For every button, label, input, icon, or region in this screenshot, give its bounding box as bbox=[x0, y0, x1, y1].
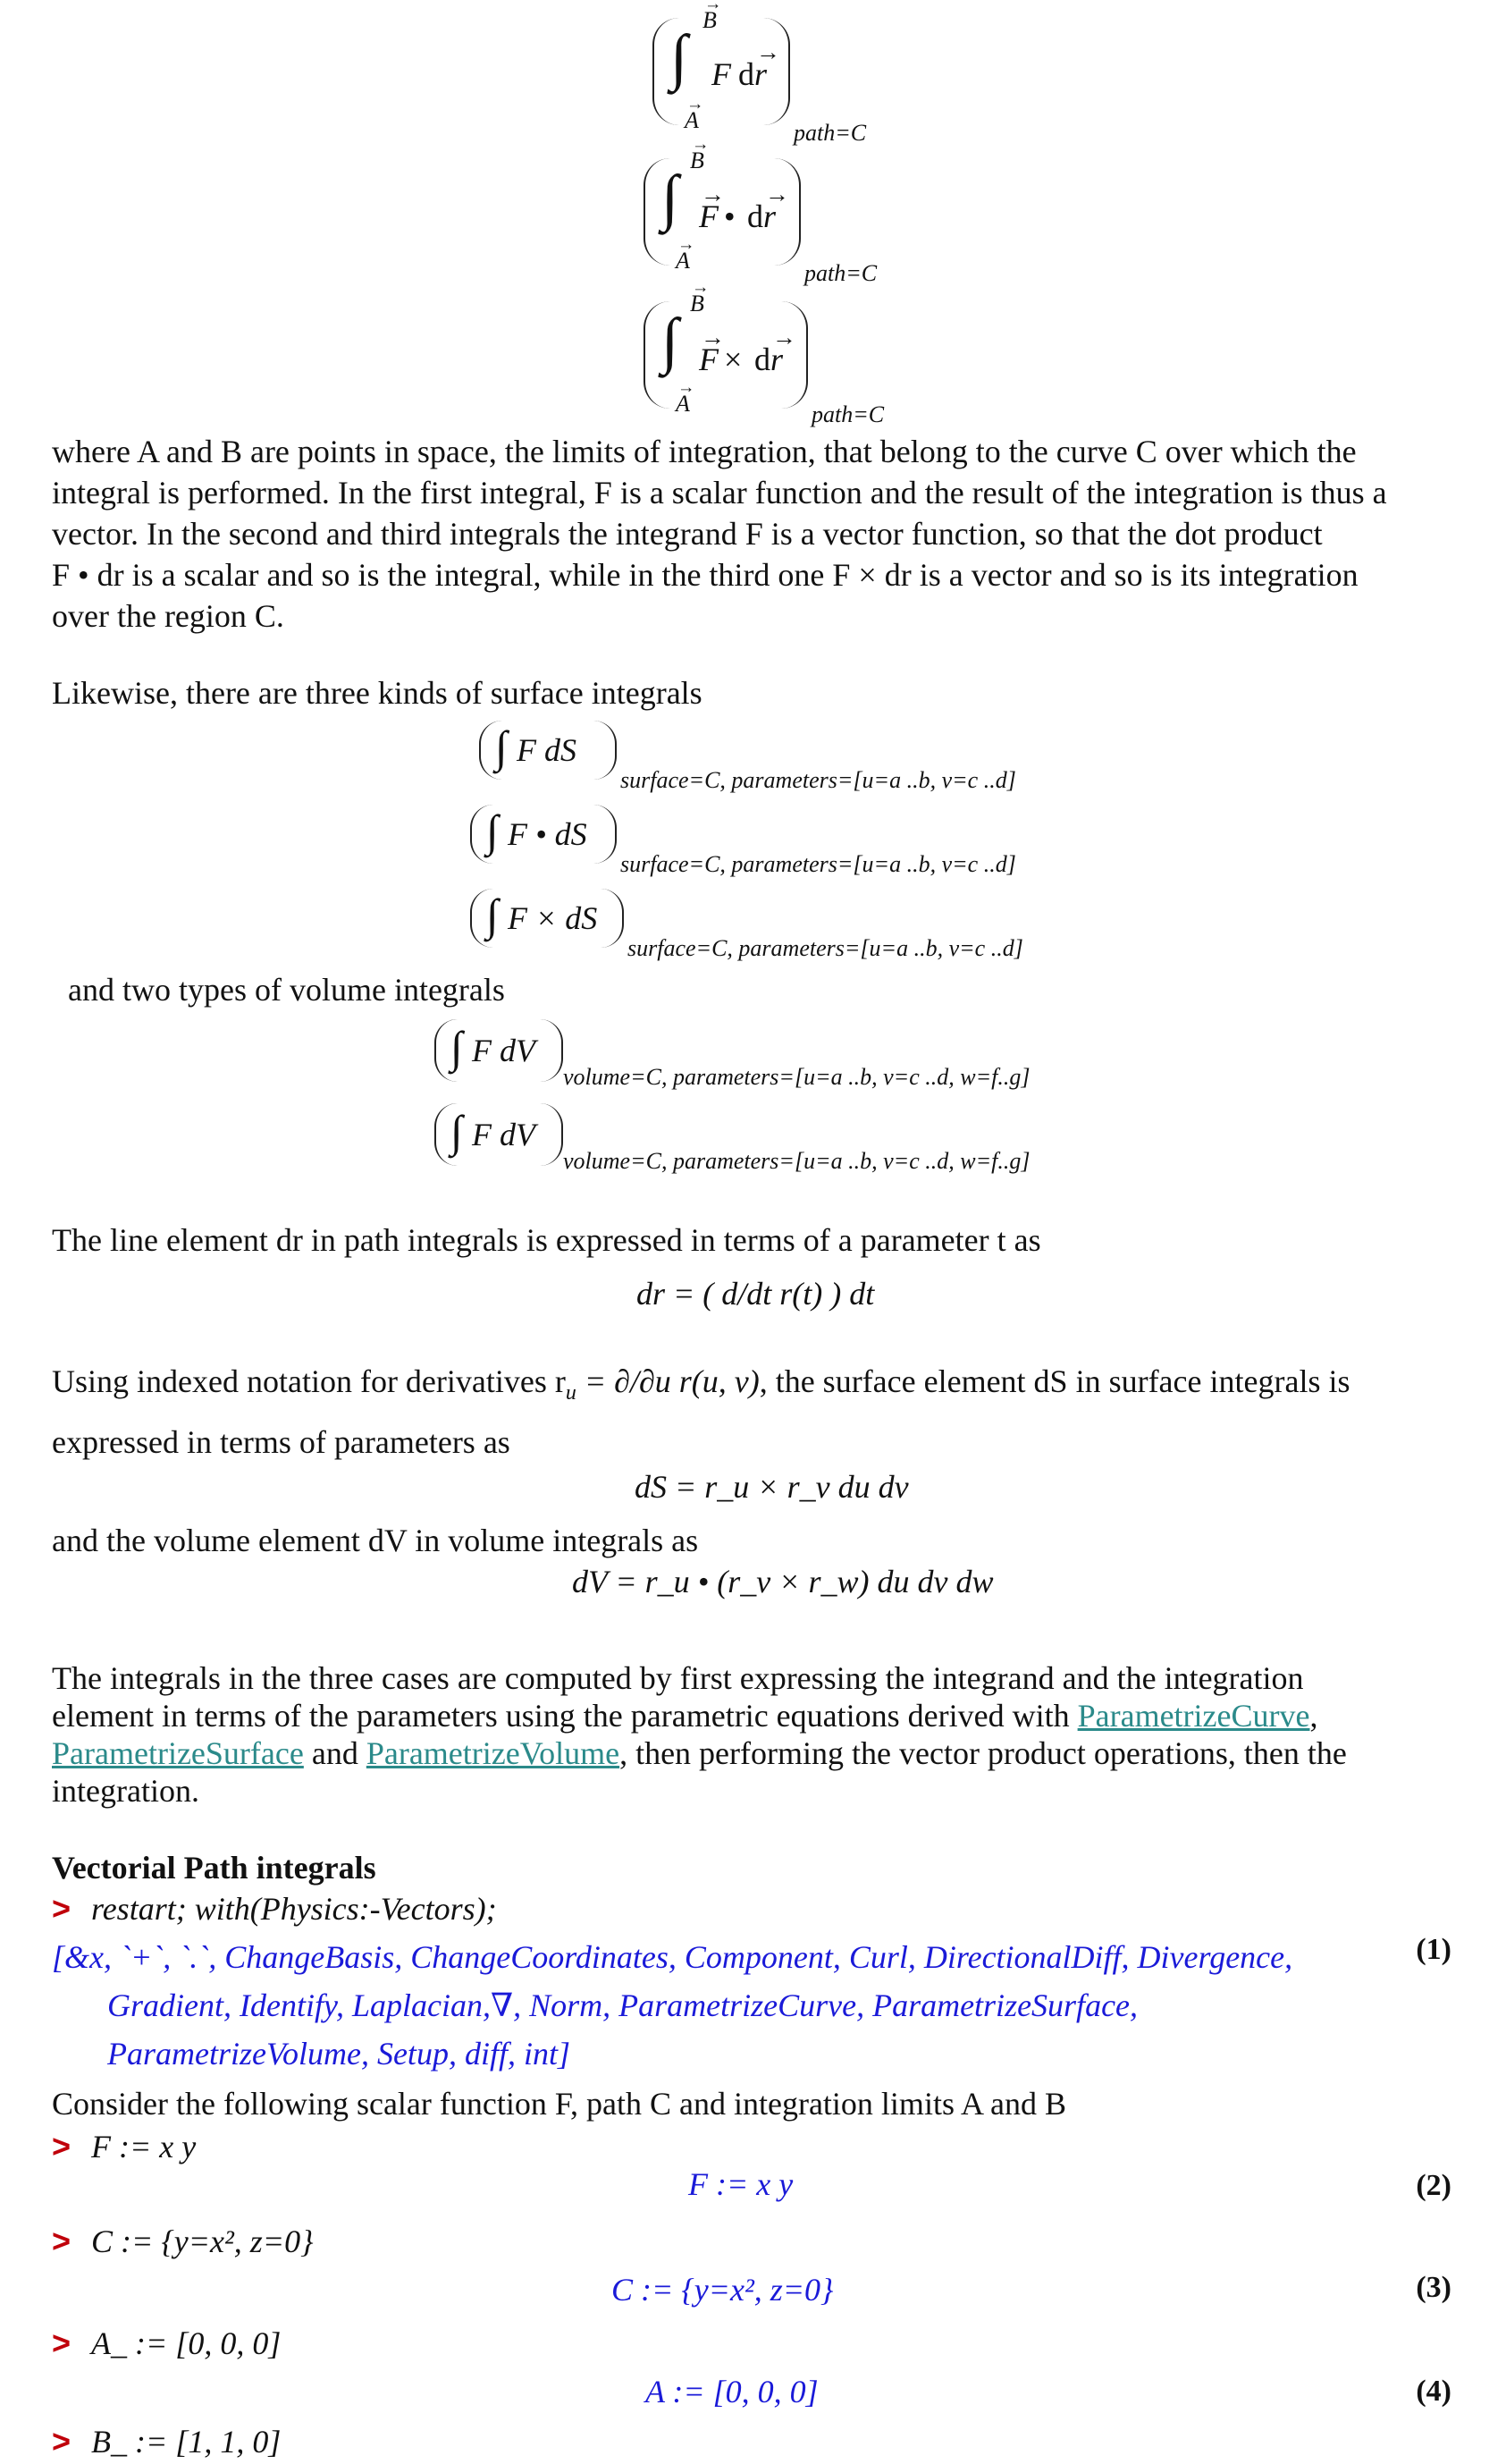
integral-sign: ∫ bbox=[661, 307, 679, 376]
line: vector. In the second and third integrals the integrand F is a vector function, so that the dot product bbox=[52, 516, 1323, 552]
line: over the region C. bbox=[52, 598, 284, 634]
line: F • dr is a scalar and so is the integral, while in the third one F × dr is a vector and so is its integration bbox=[52, 557, 1359, 593]
integrand: F dS bbox=[517, 732, 576, 768]
integrand: F bbox=[711, 56, 731, 92]
line: integral is performed. In the first integral, F is a scalar function and the result of the integration is thus a bbox=[52, 475, 1387, 511]
prompt: > bbox=[52, 1890, 72, 1927]
differential: d→ r bbox=[754, 341, 783, 378]
line: where A and B are points in space, the limits of integration, that belong to the curve C over which the bbox=[52, 434, 1357, 469]
line: element in terms of the parameters using the parametric equations derived with ParametrizeCurve, bbox=[52, 1698, 1318, 1734]
indexed-text-b: , the surface element dS in surface integrals is bbox=[759, 1363, 1350, 1399]
prompt: > bbox=[52, 2223, 72, 2259]
integrand: F dV bbox=[472, 1117, 535, 1152]
command[interactable]: F := x y bbox=[91, 2129, 197, 2164]
integrand: → F bbox=[699, 198, 719, 235]
volume-integral-1: ∫ F dV volume=C, parameters=[u=a ..b, v=c ..d, w=f..g] bbox=[434, 1019, 1149, 1091]
line: ParametrizeSurface and ParametrizeVolume, then performing the vector product operations, then the bbox=[52, 1735, 1347, 1771]
integrand: → F bbox=[699, 341, 719, 378]
equation-label: (3) bbox=[1416, 2271, 1451, 2304]
subscript: volume=C, parameters=[u=a ..b, v=c ..d, w=f..g] bbox=[563, 1064, 1031, 1090]
input-line-5[interactable] bbox=[52, 2421, 281, 2462]
equation-label: (1) bbox=[1416, 1933, 1451, 1966]
indexed-text-line: Using indexed notation for derivatives $r_u = \partial/\partial u$ r(u, v), the surface element dS in surface integrals is bbox=[52, 1363, 1350, 1405]
explanation-paragraph bbox=[52, 431, 1464, 637]
path-integral-1 bbox=[652, 7, 885, 146]
subscript: surface=C, parameters=[u=a ..b, v=c ..d] bbox=[627, 935, 1023, 961]
dot-operator: • bbox=[724, 198, 736, 234]
surface-element-equation: dS = r_u × r_v du dv bbox=[635, 1469, 909, 1505]
subscript: path=C bbox=[812, 401, 885, 427]
subscript: surface=C, parameters=[u=a ..b, v=c ..d] bbox=[620, 767, 1016, 793]
link-parametrize-surface[interactable]: ParametrizeSurface bbox=[52, 1735, 304, 1771]
volume-integral-2: ∫ F dV volume=C, parameters=[u=a ..b, v=c ..d, w=f..g] bbox=[434, 1103, 1149, 1175]
surface-integral-1: ∫ F dS surface=C, parameters=[u=a ..b, v=c ..d] bbox=[479, 721, 1105, 792]
prompt: > bbox=[52, 2423, 72, 2460]
differential: d→ r bbox=[738, 55, 767, 93]
output-4: A := [0, 0, 0] bbox=[645, 2374, 819, 2409]
link-parametrize-curve[interactable]: ParametrizeCurve bbox=[1077, 1698, 1310, 1734]
command[interactable]: A_ := [0, 0, 0] bbox=[91, 2325, 282, 2361]
subscript: volume=C, parameters=[u=a ..b, v=c ..d, w=f..g] bbox=[563, 1148, 1031, 1174]
output-3: C := {y=x², z=0} bbox=[611, 2272, 834, 2308]
integrand: F × dS bbox=[508, 900, 598, 936]
line-element-equation: dr = ( d/dt r(t) ) dt bbox=[636, 1276, 875, 1312]
volume-element-equation: dV = r_u • (r_v × r_w) du dv dw bbox=[572, 1564, 994, 1599]
command[interactable]: C := {y=x², z=0} bbox=[91, 2224, 314, 2259]
surface-integral-2: ∫ F • dS surface=C, parameters=[u=a ..b, v=c ..d] bbox=[470, 805, 1114, 876]
ru-derivative: = ∂/∂u r(u, v) bbox=[584, 1363, 760, 1399]
integral-sign: ∫ bbox=[670, 23, 688, 92]
volume-intro: and two types of volume integrals bbox=[68, 972, 505, 1008]
lower-limit: → A bbox=[676, 391, 690, 418]
line: integration. bbox=[52, 1773, 199, 1809]
subscript: path=C bbox=[794, 120, 867, 146]
indexed-text-c: expressed in terms of parameters as bbox=[52, 1424, 510, 1460]
surface-integral-3: ∫ F × dS surface=C, parameters=[u=a ..b, v=c ..d] bbox=[470, 889, 1114, 960]
line-element-text: The line element dr in path integrals is expressed in terms of a parameter t as bbox=[52, 1222, 1041, 1258]
differential: d→ r bbox=[747, 198, 776, 235]
path-integral-3 bbox=[644, 291, 903, 425]
input-line-1[interactable] bbox=[52, 1888, 497, 1929]
prompt: > bbox=[52, 2128, 72, 2164]
indexed-text-a: Using indexed notation for derivatives r bbox=[52, 1363, 566, 1399]
command[interactable]: B_ := [1, 1, 0] bbox=[91, 2424, 282, 2460]
lower-limit: → A bbox=[685, 107, 699, 134]
upper-limit: → B bbox=[690, 148, 704, 174]
integral-sign: ∫ bbox=[661, 164, 679, 232]
volume-element-text: and the volume element dV in volume integrals as bbox=[52, 1523, 699, 1558]
upper-limit: → B bbox=[702, 7, 717, 34]
computation-paragraph bbox=[52, 1659, 1464, 1810]
link-parametrize-volume[interactable]: ParametrizeVolume bbox=[366, 1735, 620, 1771]
output-2: F := x y bbox=[688, 2166, 794, 2202]
equation-label: (2) bbox=[1416, 2169, 1451, 2202]
integrand: F dV bbox=[472, 1033, 535, 1068]
prompt: > bbox=[52, 2325, 72, 2361]
upper-limit: → B bbox=[690, 291, 704, 317]
path-integral-2 bbox=[644, 148, 894, 286]
command[interactable]: restart; with(Physics:-Vectors); bbox=[91, 1891, 497, 1927]
subscript: path=C bbox=[804, 260, 878, 286]
lower-limit: → A bbox=[676, 248, 690, 274]
output-1: [&x, `+`, `.`, ChangeBasis, ChangeCoordinates, Component, Curl, DirectionalDiff, Divergence, Gradient, Identify, Laplacian,∇, Norm, ParametrizeCurve, ParametrizeSurface, ParametrizeVolume, Setup, diff, int] bbox=[52, 1939, 1293, 2072]
integrand: F • dS bbox=[508, 816, 587, 852]
surface-intro: Likewise, there are three kinds of surface integrals bbox=[52, 675, 702, 711]
section-heading: Vectorial Path integrals bbox=[52, 1850, 376, 1886]
cross-operator: × bbox=[724, 342, 743, 377]
consider-text: Consider the following scalar function F, path C and integration limits A and B bbox=[52, 2086, 1066, 2122]
input-line-2[interactable] bbox=[52, 2126, 196, 2167]
input-line-3[interactable] bbox=[52, 2221, 313, 2262]
equation-label: (4) bbox=[1416, 2375, 1451, 2408]
line: The integrals in the three cases are computed by first expressing the integrand and the integration bbox=[52, 1660, 1304, 1696]
input-line-4[interactable] bbox=[52, 2323, 281, 2364]
subscript: surface=C, parameters=[u=a ..b, v=c ..d] bbox=[620, 851, 1016, 877]
